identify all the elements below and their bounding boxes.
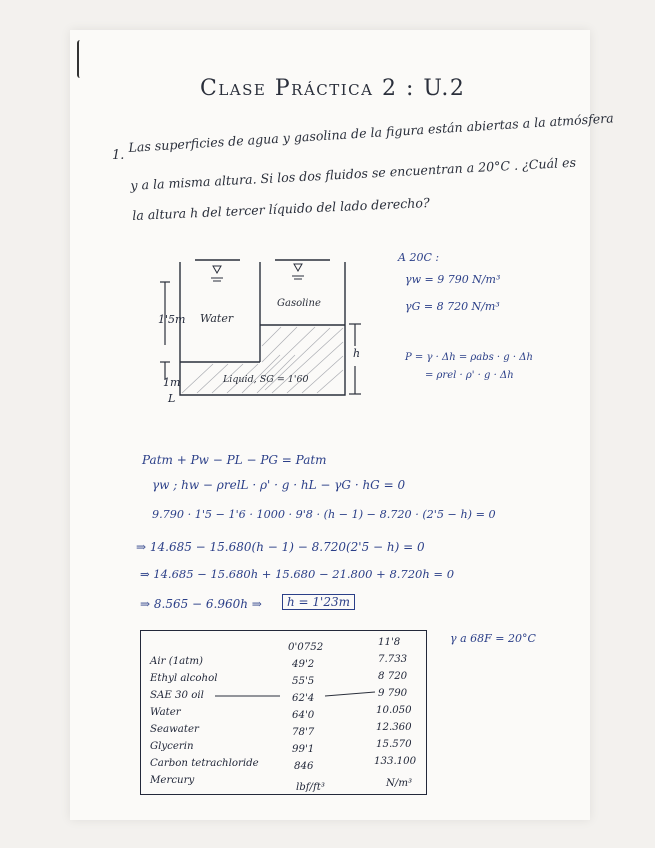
table-value-nm: 8 720	[378, 671, 408, 682]
pressure-formula-2: = ρrel · ρ' · g · Δh	[425, 370, 514, 381]
pressure-formula: P = γ · Δh = ρabs · g · Δh	[405, 352, 533, 363]
dim-1m: 1m	[163, 376, 181, 389]
table-row-name: Mercury	[150, 775, 195, 786]
gasoline-label: Gasoline	[277, 298, 321, 309]
problem-line-2: y a la misma altura. Si los dos fluidos se encuentran a 20°C . ¿Cuál es	[130, 154, 577, 193]
liquid-label: Liquid, SG = 1'60	[223, 374, 309, 385]
page-title: Clase Práctica 2 : U.2	[200, 76, 466, 101]
equation-6: ⇒ 8.565 − 6.960h ⇒	[140, 597, 262, 611]
dim-1m-mark: L	[168, 392, 176, 405]
table-row-name: SAE 30 oil	[150, 690, 204, 701]
table-value-lbf: 78'7	[292, 727, 315, 738]
table-value-nm: 9 790	[378, 688, 408, 699]
binder-mark	[77, 40, 85, 78]
gamma-gasoline: γG = 8 720 N/m³	[405, 300, 500, 313]
problem-line-1: Las superficies de agua y gasolina de la figura están abiertas a la atmósfera	[128, 110, 615, 155]
table-value-nm: 10.050	[376, 705, 412, 716]
table-row-name: Ethyl alcohol	[150, 673, 218, 684]
dim-1-5m: 1'5m	[158, 313, 186, 326]
table-value-nm: 15.570	[376, 739, 412, 750]
problem-number: 1.	[112, 148, 125, 163]
table-row-name: Air (1atm)	[150, 656, 203, 667]
free-surface-marker-left	[213, 266, 221, 273]
table-value-lbf: 49'2	[292, 659, 315, 670]
table-value-nm: 11'8	[378, 637, 401, 648]
unit-nm: N/m³	[386, 778, 413, 789]
table-row-name: Water	[150, 707, 181, 718]
unit-lbf: lbf/ft³	[296, 782, 325, 793]
free-surface-marker-right	[294, 264, 302, 271]
equation-5: ⇒ 14.685 − 15.680h + 15.680 − 21.800 + 8.720h = 0	[140, 567, 455, 581]
givens-header: A 20C :	[398, 251, 440, 264]
table-row-name: Carbon tetrachloride	[150, 758, 259, 769]
answer-box: h = 1'23m	[282, 594, 355, 610]
equation-1: Patm + Pw − PL − PG = Patm	[142, 453, 327, 467]
left-dimension	[150, 270, 190, 410]
table-note: γ a 68F = 20°C	[450, 632, 536, 645]
water-label: Water	[200, 312, 234, 325]
table-row-name: Seawater	[150, 724, 199, 735]
problem-line-3: la altura h del tercer líquido del lado derecho?	[132, 195, 430, 223]
table-value-nm: 12.360	[376, 722, 412, 733]
table-value-lbf: 55'5	[292, 676, 315, 687]
dim-h: h	[353, 347, 361, 360]
table-value-lbf: 0'0752	[288, 642, 324, 653]
table-value-lbf: 99'1	[292, 744, 315, 755]
table-value-nm: 7.733	[378, 654, 408, 665]
table-row-name: Glycerin	[150, 741, 194, 752]
gamma-water: γw = 9 790 N/m³	[405, 273, 501, 286]
equation-4: ⇒ 14.685 − 15.680(h − 1) − 8.720(2'5 − h) = 0	[136, 540, 425, 554]
table-value-nm: 133.100	[374, 756, 417, 767]
equation-3: 9.790 · 1'5 − 1'6 · 1000 · 9'8 · (h − 1) − 8.720 · (2'5 − h) = 0	[152, 508, 496, 521]
equation-2: γw ; hw − ρrelL · ρ' · g · hL − γG · hG = 0	[152, 478, 406, 492]
right-dimension	[345, 320, 365, 400]
table-value-lbf: 846	[294, 761, 314, 772]
table-value-lbf: 62'4	[292, 693, 315, 704]
table-value-lbf: 64'0	[292, 710, 315, 721]
